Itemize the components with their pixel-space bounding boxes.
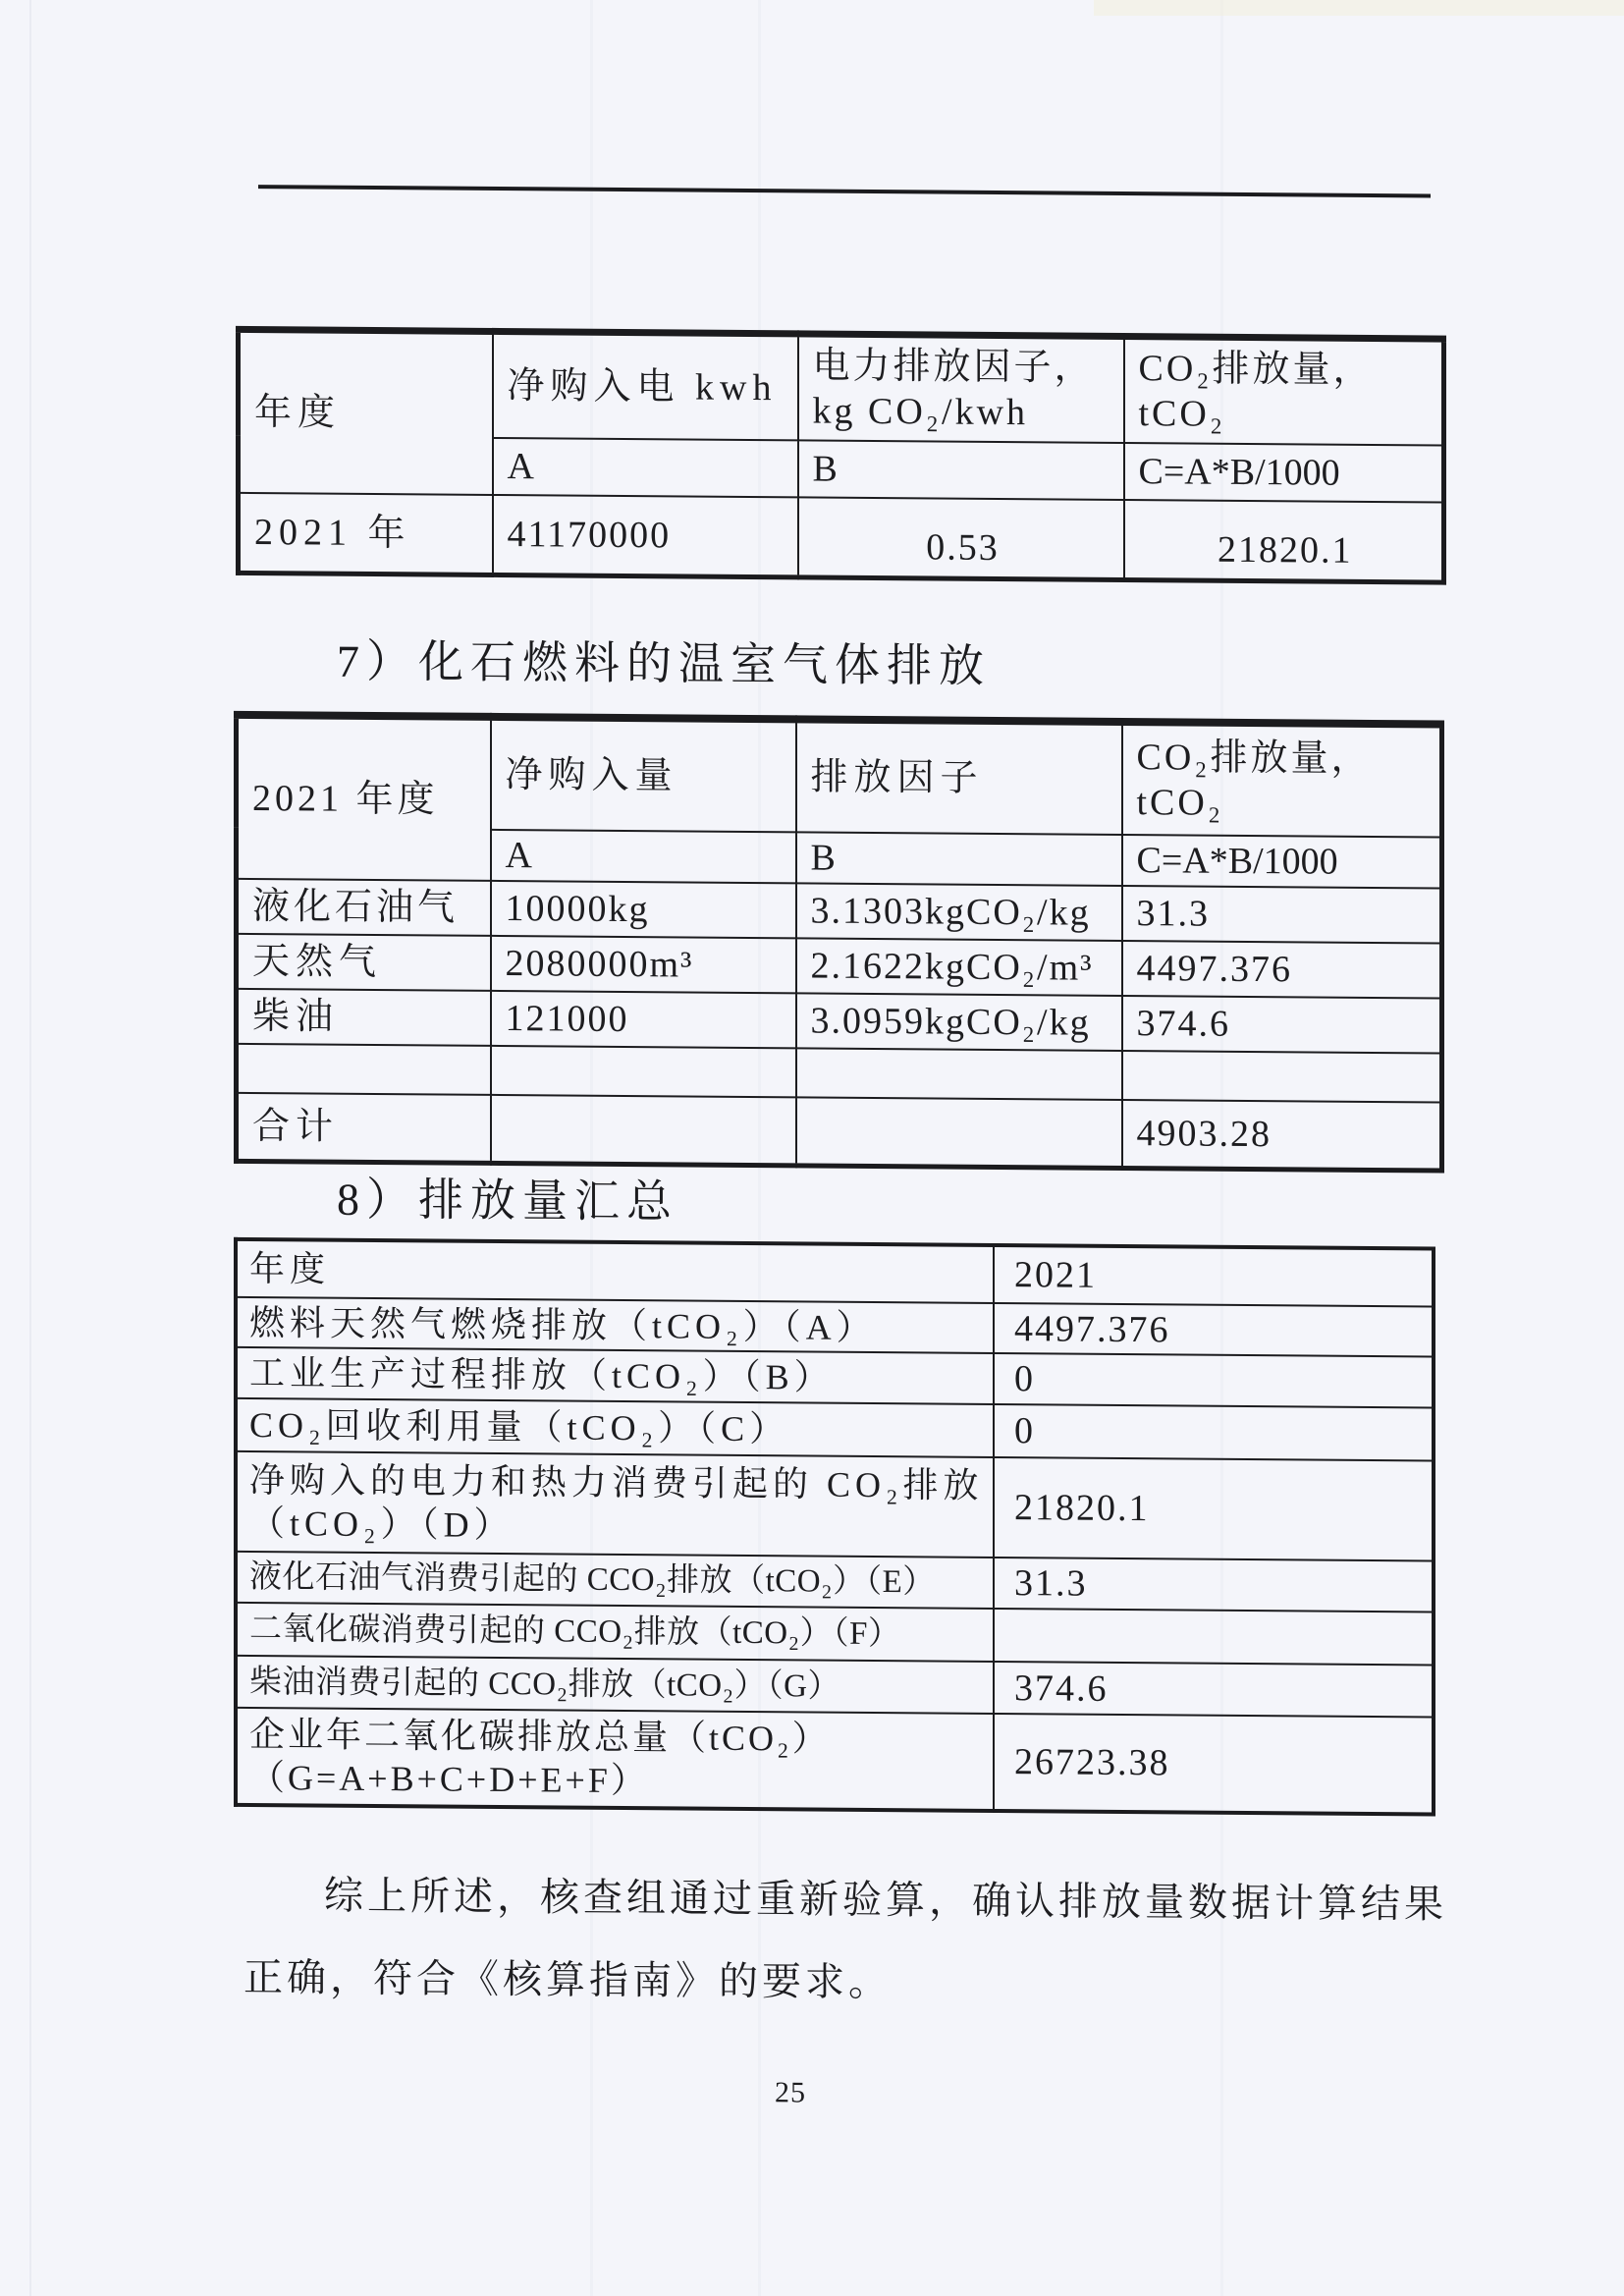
summary-label-cell	[236, 1708, 994, 1811]
summary-label-line2: （G=A+B+C+D+E+F）	[249, 1757, 649, 1801]
formula-c-cell: C=A*B/1000	[1122, 835, 1442, 889]
section-8-heading: 8）排放量汇总	[337, 1174, 678, 1228]
table-row	[239, 493, 1444, 582]
formula-a-cell: A	[493, 438, 798, 497]
summary-label-cell	[236, 1347, 994, 1404]
co2-emission-value-cell: 21820.1	[1124, 500, 1444, 582]
table-row-co2-consumption	[236, 1603, 1434, 1666]
table-row	[237, 715, 1442, 838]
fuel-emission-cell: 31.3	[1122, 886, 1442, 944]
year-value-cell: 2021 年	[239, 493, 493, 575]
fuel-emission-cell: 4497.376	[1122, 941, 1442, 999]
table-row-diesel	[237, 989, 1442, 1054]
formula-b-cell: B	[796, 832, 1122, 886]
summary-label: 燃料天然气燃烧排放（tCO₂）（A）	[249, 1302, 877, 1347]
co2-emission-header-cell: CO₂排放量，tCO₂	[1122, 722, 1442, 838]
formula-a-cell: A	[491, 830, 796, 883]
summary-label: 净购入的电力和热力消费引起的 CO₂排放	[249, 1459, 984, 1505]
empty-cell	[1122, 1051, 1442, 1103]
emission-factor-header-cell: 排放因子	[796, 719, 1122, 835]
table-row	[239, 329, 1444, 445]
fuel-name-cell: 天然气	[237, 934, 491, 991]
total-emission-cell: 4903.28	[1122, 1100, 1442, 1171]
table-row-industrial-process	[236, 1347, 1434, 1408]
empty-cell	[237, 1044, 491, 1095]
summary-label-cell	[236, 1451, 994, 1558]
fossil-fuel-emission-table	[234, 711, 1444, 1174]
summary-value-cell: 26723.38	[994, 1714, 1434, 1815]
closing-paragraph-line2: 正确，符合《核算指南》的要求。	[244, 1954, 892, 2005]
table-row-net-purchased-electricity-heat	[236, 1451, 1434, 1561]
summary-label-cell	[236, 1552, 994, 1609]
summary-label-cell	[236, 1297, 994, 1353]
year-header-cell: 2021 年度	[237, 715, 491, 881]
summary-value-cell: 4497.376	[994, 1303, 1434, 1357]
summary-value-cell: 31.3	[994, 1558, 1434, 1613]
header-rule	[258, 185, 1431, 197]
empty-cell	[491, 1046, 796, 1097]
summary-value-cell: 21820.1	[994, 1457, 1434, 1561]
electricity-emission-table	[236, 326, 1446, 585]
fuel-amount-cell: 2080000m³	[491, 936, 796, 993]
formula-b-cell: B	[798, 440, 1124, 500]
fuel-emission-cell: 374.6	[1122, 996, 1442, 1054]
summary-label: 二氧化碳消费引起的 CCO₂排放（tCO₂）（F）	[249, 1611, 901, 1653]
summary-value-cell: 2021	[994, 1245, 1434, 1307]
purchased-electricity-value-cell: 41170000	[493, 495, 798, 577]
purchased-amount-header-cell: 净购入量	[491, 717, 796, 832]
emission-summary-table	[234, 1237, 1435, 1817]
summary-label: 年度	[249, 1248, 331, 1289]
summary-value-cell: 374.6	[994, 1662, 1434, 1718]
page-number: 25	[775, 2076, 806, 2109]
co2-emission-header-cell: CO₂排放量，tCO₂	[1124, 336, 1444, 445]
purchased-electricity-header-cell: 净购入电 kwh	[493, 331, 798, 440]
table-row-diesel-consumption	[236, 1656, 1434, 1718]
fuel-amount-cell: 10000kg	[491, 881, 796, 938]
fuel-name-cell: 柴油	[237, 989, 491, 1046]
summary-label-line2: （tCO₂）（D）	[249, 1503, 514, 1546]
table-row-year	[236, 1239, 1434, 1307]
fuel-amount-cell: 121000	[491, 991, 796, 1048]
empty-cell	[796, 1048, 1122, 1100]
closing-paragraph-line1: 综上所述，核查组通过重新验算，确认排放量数据计算结果	[324, 1873, 1447, 1927]
fuel-name-cell: 液化石油气	[237, 879, 491, 936]
summary-label-cell	[236, 1603, 994, 1662]
summary-label: 企业年二氧化碳排放总量（tCO₂）	[249, 1714, 831, 1759]
summary-label: CO₂回收利用量（tCO₂）（C）	[249, 1404, 790, 1449]
year-header-cell: 年度	[239, 329, 493, 495]
section-7-heading: 7）化石燃料的温室气体排放	[337, 635, 991, 691]
summary-value-cell: 0	[994, 1353, 1434, 1408]
summary-value-cell: 0	[994, 1404, 1434, 1461]
emission-factor-header-cell: 电力排放因子，kg CO₂/kwh	[798, 334, 1124, 443]
summary-label-cell	[236, 1398, 994, 1457]
summary-label-cell	[236, 1239, 994, 1303]
summary-label: 柴油消费引起的 CCO₂排放（tCO₂）（G）	[249, 1664, 840, 1705]
empty-cell	[491, 1095, 796, 1166]
empty-cell	[796, 1097, 1122, 1168]
fuel-factor-cell: 3.1303kgCO₂/kg	[796, 883, 1122, 941]
table-row-annual-total	[236, 1708, 1434, 1815]
fuel-factor-cell: 2.1622kgCO₂/m³	[796, 938, 1122, 996]
table-row-lpg	[237, 879, 1442, 944]
summary-label: 工业生产过程排放（tCO₂）（B）	[249, 1352, 835, 1397]
total-label-cell: 合计	[237, 1093, 491, 1164]
table-row-total	[237, 1093, 1442, 1171]
formula-c-cell: C=A*B/1000	[1124, 443, 1444, 503]
summary-label: 液化石油气消费引起的 CCO₂排放（tCO₂）（E）	[249, 1558, 936, 1601]
summary-value-cell	[994, 1609, 1434, 1666]
emission-factor-value-cell: 0.53	[798, 497, 1124, 579]
table-row-lpg-consumption	[236, 1552, 1434, 1613]
table-row-co2-recovery	[236, 1398, 1434, 1461]
fuel-factor-cell: 3.0959kgCO₂/kg	[796, 993, 1122, 1051]
table-row-natural-gas	[237, 934, 1442, 999]
summary-label-cell	[236, 1656, 994, 1714]
